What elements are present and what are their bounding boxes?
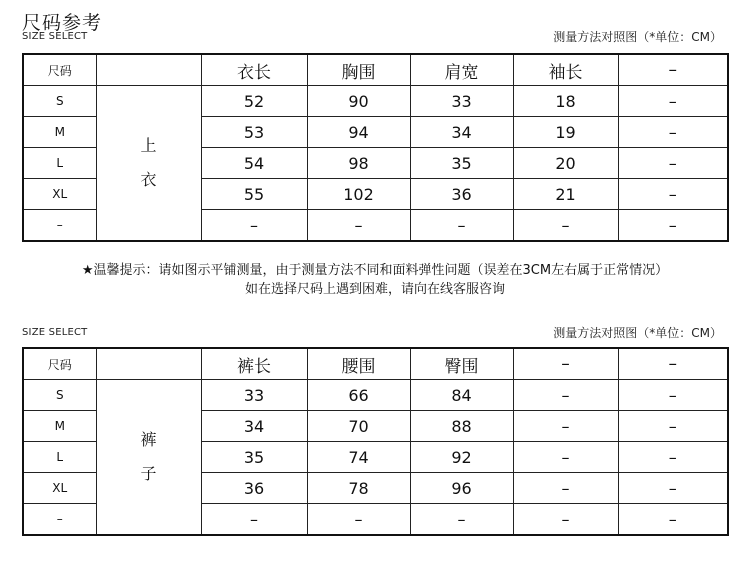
- size-label: S: [23, 86, 96, 117]
- size-select-subtitle-2: SIZE SELECT: [22, 327, 88, 338]
- table-cell: 88: [410, 411, 513, 442]
- column-header: –: [513, 348, 618, 380]
- table-cell: 19: [513, 117, 618, 148]
- table-cell: –: [513, 504, 618, 536]
- table-cell: 98: [307, 148, 410, 179]
- size-label: –: [23, 210, 96, 242]
- size-label: M: [23, 411, 96, 442]
- table-cell: –: [307, 504, 410, 536]
- table-cell: –: [513, 380, 618, 411]
- table-cell: 18: [513, 86, 618, 117]
- table-cell: 55: [201, 179, 307, 210]
- table-cell: 96: [410, 473, 513, 504]
- size-label: S: [23, 380, 96, 411]
- column-header: –: [618, 54, 728, 86]
- table-cell: 21: [513, 179, 618, 210]
- table-cell: –: [307, 210, 410, 242]
- page-title: 尺码参考: [22, 12, 103, 34]
- column-header: 衣长: [201, 54, 307, 86]
- top-size-table: [22, 53, 729, 242]
- table-cell: –: [618, 411, 728, 442]
- table-cell: 94: [307, 117, 410, 148]
- category-cell: [96, 380, 201, 536]
- size-label: XL: [23, 473, 96, 504]
- table-cell: –: [513, 473, 618, 504]
- table-header-row: [23, 54, 728, 86]
- table-header-row: [23, 348, 728, 380]
- column-header: 肩宽: [410, 54, 513, 86]
- table-cell: 35: [201, 442, 307, 473]
- column-header: 腰围: [307, 348, 410, 380]
- table-cell: 54: [201, 148, 307, 179]
- category-header-cell: [96, 348, 201, 380]
- category-char: 衣: [140, 170, 157, 189]
- table-cell: –: [410, 504, 513, 536]
- table-cell: –: [618, 86, 728, 117]
- table-cell: –: [618, 117, 728, 148]
- table-cell: –: [618, 179, 728, 210]
- column-header: 胸围: [307, 54, 410, 86]
- bottom-size-table: [22, 347, 729, 536]
- table-cell: –: [410, 210, 513, 242]
- table-cell: 70: [307, 411, 410, 442]
- table-cell: 66: [307, 380, 410, 411]
- table-cell: 36: [201, 473, 307, 504]
- table-cell: –: [513, 210, 618, 242]
- table-cell: 52: [201, 86, 307, 117]
- table-cell: 53: [201, 117, 307, 148]
- category-char: 裤: [140, 430, 157, 449]
- size-label: L: [23, 148, 96, 179]
- table-cell: –: [201, 504, 307, 536]
- table-row: [23, 86, 728, 117]
- row-header-label: 尺码: [23, 348, 96, 380]
- size-label: M: [23, 117, 96, 148]
- table-cell: 84: [410, 380, 513, 411]
- table-cell: –: [201, 210, 307, 242]
- table-cell: 20: [513, 148, 618, 179]
- table-cell: 78: [307, 473, 410, 504]
- table-cell: 34: [201, 411, 307, 442]
- table-cell: 90: [307, 86, 410, 117]
- row-header-label: 尺码: [23, 54, 96, 86]
- column-header: 臀围: [410, 348, 513, 380]
- table-cell: –: [618, 442, 728, 473]
- table-cell: –: [513, 411, 618, 442]
- table-cell: 74: [307, 442, 410, 473]
- table-cell: –: [618, 148, 728, 179]
- size-label: L: [23, 442, 96, 473]
- table-cell: 92: [410, 442, 513, 473]
- unit-note-2: 测量方法对照图（*单位：CM）: [553, 326, 722, 340]
- table-row: [23, 380, 728, 411]
- table-cell: –: [618, 210, 728, 242]
- table-cell: 102: [307, 179, 410, 210]
- unit-note: 测量方法对照图（*单位：CM）: [553, 30, 722, 44]
- table-cell: –: [618, 380, 728, 411]
- table-cell: –: [618, 473, 728, 504]
- column-header: –: [618, 348, 728, 380]
- measurement-tip: ★温馨提示：请如图示平铺测量，由于测量方法不同和面料弹性问题（误差在3CM左右属于正常情况）: [81, 263, 669, 278]
- size-label: –: [23, 504, 96, 536]
- table-cell: –: [618, 504, 728, 536]
- table-cell: 33: [201, 380, 307, 411]
- customer-service-tip: 如在选择尺码上遇到困难，请向在线客服咨询: [244, 282, 505, 297]
- table-cell: 35: [410, 148, 513, 179]
- table-cell: 33: [410, 86, 513, 117]
- table-cell: 36: [410, 179, 513, 210]
- category-char: 子: [140, 464, 157, 483]
- size-label: XL: [23, 179, 96, 210]
- category-cell: [96, 86, 201, 242]
- category-header-cell: [96, 54, 201, 86]
- category-char: 上: [140, 136, 157, 155]
- column-header: 袖长: [513, 54, 618, 86]
- column-header: 裤长: [201, 348, 307, 380]
- size-select-subtitle: SIZE SELECT: [22, 31, 88, 42]
- table-cell: –: [513, 442, 618, 473]
- table-cell: 34: [410, 117, 513, 148]
